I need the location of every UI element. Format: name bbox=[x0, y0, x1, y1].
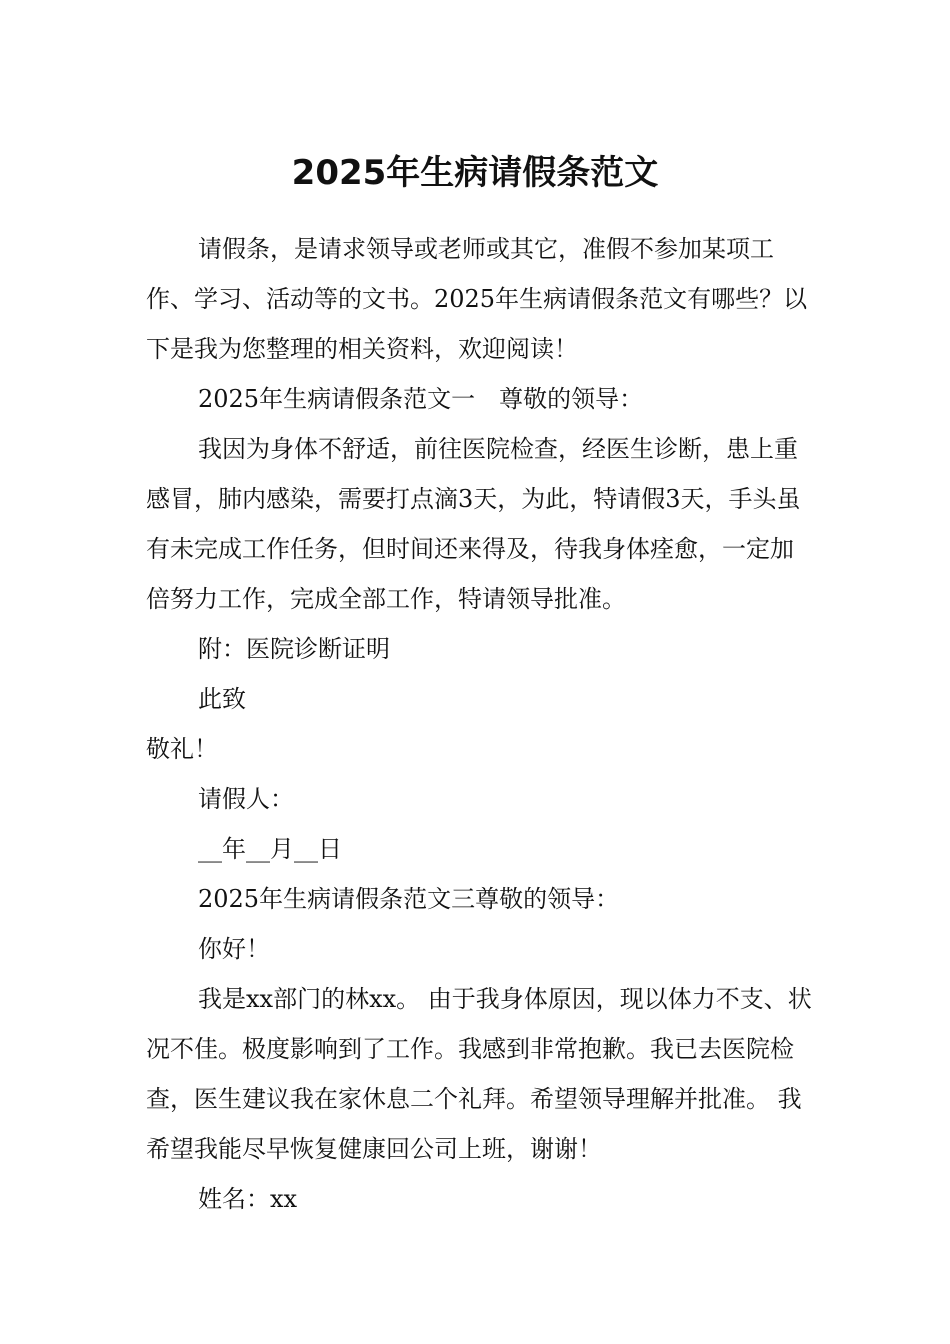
document-title: 2025年生病请假条范文 bbox=[291, 152, 659, 193]
sample-one-date: __年__月__日 bbox=[198, 835, 342, 863]
sample-three-body: 我是xx部门的林xx。 由于我身体原因，现以体力不支、状况不佳。极度影响到了工作。我感到非常抱歉。我已去医院检查，医生建议我在家休息二个礼拜。希望领导理解并批准。 我希望我能尽早恢复健康回公司上班，谢谢！ bbox=[146, 985, 812, 1163]
sample-three-heading: 2025年生病请假条范文三尊敬的领导： bbox=[198, 885, 620, 913]
sample-one-closing-line: 此致 bbox=[198, 685, 246, 713]
sample-one-signer: 请假人： bbox=[198, 785, 294, 813]
sample-one-heading: 2025年生病请假条范文一 尊敬的领导： bbox=[198, 385, 644, 413]
document-body bbox=[146, 224, 816, 1224]
sample-three-greeting: 你好！ bbox=[198, 935, 270, 963]
sample-three-name: 姓名：xx bbox=[198, 1185, 298, 1213]
sample-one-body: 我因为身体不舒适，前往医院检查，经医生诊断，患上重感冒，肺内感染，需要打点滴3天，为此，特请假3天，手头虽有未完成工作任务，但时间还来得及，待我身体痊愈，一定加倍努力工作，完成全部工作，特请领导批准。 bbox=[146, 435, 801, 613]
sample-one-salute-line: 敬礼！ bbox=[146, 735, 218, 763]
intro-paragraph: 请假条，是请求领导或老师或其它，准假不参加某项工作、学习、活动等的文书。2025年生病请假条范文有哪些？以下是我为您整理的相关资料，欢迎阅读！ bbox=[146, 235, 808, 363]
sample-one-attachment: 附：医院诊断证明 bbox=[198, 635, 390, 663]
